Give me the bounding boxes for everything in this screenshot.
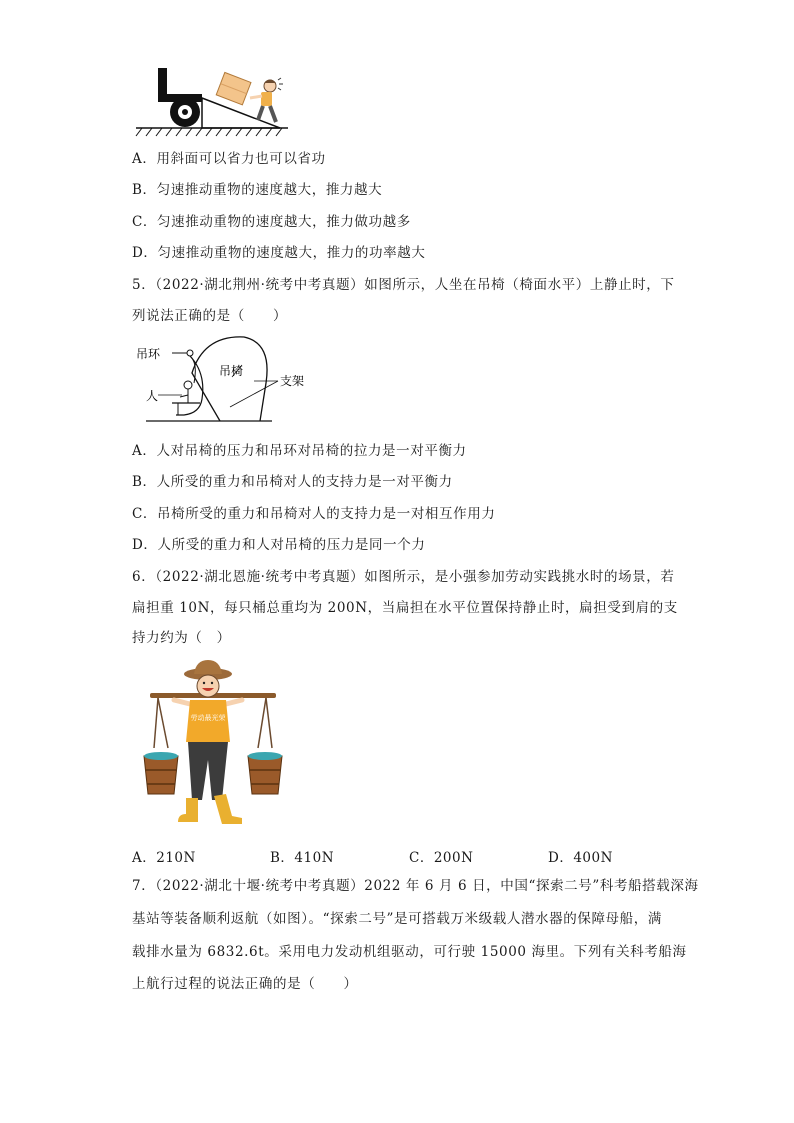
q4-option-d: D．匀速推动重物的速度越大，推力的功率越大 <box>132 245 426 261</box>
label-frame: 支架 <box>280 374 305 388</box>
q5-stem-line1: 5．（2022·湖北荆州·统考中考真题）如图所示，人坐在吊椅（椅面水平）上静止时，下 <box>132 277 675 293</box>
q6-stem-line3: 持力约为（ ） <box>132 630 231 646</box>
q5-option-c: C．吊椅所受的重力和吊椅对人的支持力是一对相互作用力 <box>132 506 496 522</box>
q4-option-b: B．匀速推动重物的速度越大，推力越大 <box>132 182 383 198</box>
shirt-text: 劳动最光荣 <box>190 714 226 722</box>
q4-option-a: A．用斜面可以省力也可以省功 <box>132 151 326 167</box>
q4-option-c: C．匀速推动重物的速度越大，推力做功越多 <box>132 214 411 230</box>
q7-stem-line1: 7．（2022·湖北十堰·统考中考真题）2022 年 6 月 6 日，中国“探索二号”科考船搭载深海 <box>132 878 699 894</box>
q6-stem-line1: 6．（2022·湖北恩施·统考中考真题）如图所示，是小强参加劳动实践挑水时的场景，若 <box>132 569 675 585</box>
q5-stem-line2: 列说法正确的是（ ） <box>132 308 288 324</box>
q6-option-b: B．410N <box>270 850 335 866</box>
q5-option-a: A．人对吊椅的压力和吊环对吊椅的拉力是一对平衡力 <box>132 443 467 459</box>
q7-stem-line2: 基站等装备顺利返航（如图）。“探索二号”是可搭载万米级载人潜水器的保障母船，满 <box>132 911 662 927</box>
q6-option-c: C．200N <box>409 850 474 866</box>
q5-option-d: D．人所受的重力和人对吊椅的压力是同一个力 <box>132 537 426 553</box>
q7-stem-line4: 上航行过程的说法正确的是（ ） <box>132 976 358 992</box>
label-chair: 吊椅 <box>219 364 244 378</box>
q7-stem-line3: 载排水量为 6832.6t。采用电力发动机组驱动，可行驶 15000 海里。下列有关科考船海 <box>132 944 687 960</box>
q6-stem-line2: 扁担重 10N，每只桶总重均为 200N，当扁担在水平位置保持静止时，扁担受到肩的支 <box>132 600 678 616</box>
carrying-water-figure <box>138 660 298 832</box>
q5-option-b: B．人所受的重力和吊椅对人的支持力是一对平衡力 <box>132 474 453 490</box>
ramp-figure <box>132 62 292 140</box>
q6-option-a: A．210N <box>132 850 196 866</box>
label-ring: 吊环 <box>136 347 161 361</box>
label-person: 人 <box>146 389 159 403</box>
hanging-chair-figure <box>132 333 322 425</box>
q6-options-row <box>132 846 632 866</box>
q6-option-d: D．400N <box>548 850 613 866</box>
